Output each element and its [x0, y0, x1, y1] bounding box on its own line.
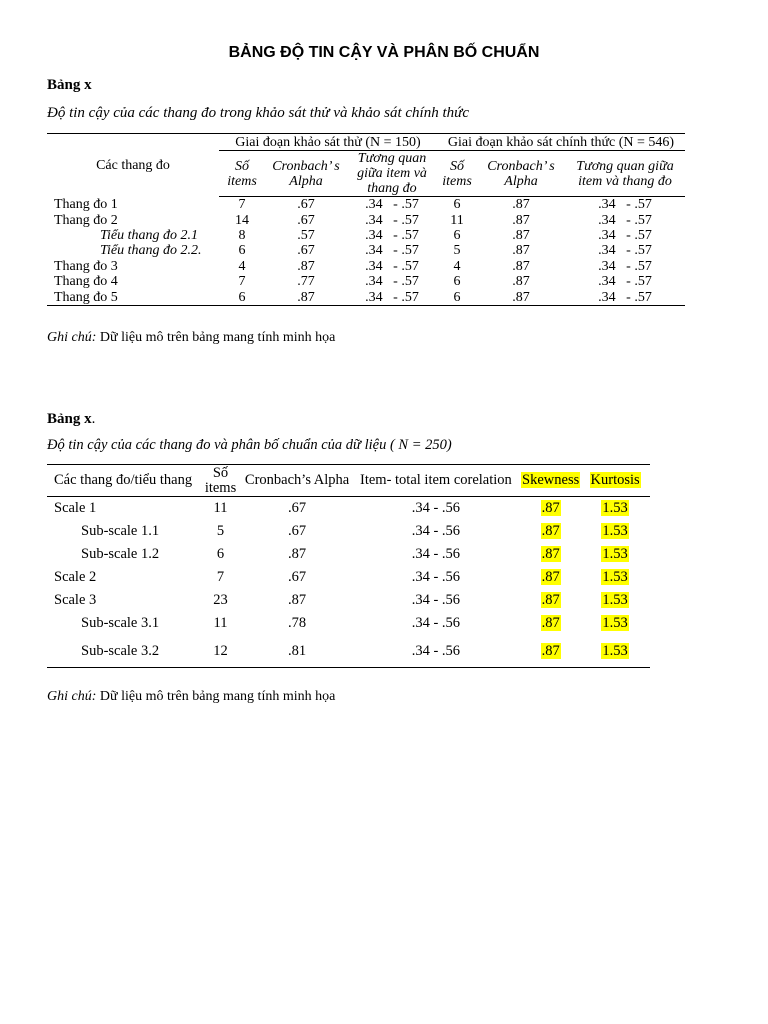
row-label: Sub-scale 1.1: [81, 523, 160, 539]
kurt-value: 1.53: [602, 615, 628, 631]
table1-note: [47, 330, 335, 346]
cell: .34 - .57: [598, 227, 652, 243]
header-items: Số items: [198, 465, 244, 497]
table-row: [47, 520, 650, 543]
skewness-label: Skewness: [522, 472, 580, 488]
kurt-value: 1.53: [602, 592, 628, 608]
cell: .67: [297, 243, 315, 259]
cell: 6: [238, 243, 246, 259]
skew-value: .87: [541, 523, 560, 539]
skew-value: .87: [541, 642, 560, 659]
row-label: Thang đo 3: [54, 258, 118, 274]
row-label: Thang đo 5: [54, 289, 118, 305]
cell: .67: [288, 523, 307, 539]
cell: .34 - .56: [411, 523, 461, 539]
row-label: Tiểu thang đo 2.1: [100, 227, 199, 243]
cell: [580, 612, 650, 635]
cell: .87: [297, 289, 315, 305]
cell: .57: [297, 227, 315, 243]
cell: 4: [453, 258, 461, 274]
cell: .67: [297, 212, 315, 228]
header-items: Số items: [437, 151, 477, 197]
cell: [521, 520, 580, 543]
note-label: Ghi chú:: [47, 330, 97, 345]
cell: 11: [213, 615, 228, 631]
header-scale: Các thang đo: [96, 157, 170, 173]
table-row: [47, 274, 685, 289]
header-kurtosis: [580, 465, 650, 497]
table-row: [47, 589, 650, 612]
table-row: [47, 543, 650, 566]
table-row: [47, 497, 650, 521]
row-label: Scale 1: [54, 500, 97, 516]
header-alpha: Cronbach’ s Alpha: [265, 151, 347, 197]
skew-value: .87: [541, 546, 560, 562]
cell: .87: [512, 274, 530, 290]
cell: .34 - .57: [598, 274, 652, 290]
cell: [580, 635, 650, 668]
skew-value: .87: [541, 569, 560, 585]
cell: .34 - .56: [411, 569, 461, 585]
table-row: [47, 197, 685, 213]
cell: .67: [297, 197, 315, 213]
table2-caption: Độ tin cậy của các thang đo và phân bố chuẩn của dữ liệu ( N = 250): [47, 437, 452, 453]
header-correlation: Tương quan giữa item và thang đo: [347, 151, 437, 197]
cell: .87: [512, 227, 530, 243]
cell: 12: [213, 642, 228, 659]
cell: .34 - .56: [411, 642, 461, 659]
row-label: Sub-scale 3.2: [81, 642, 160, 659]
row-label: Scale 3: [54, 592, 97, 608]
cell: .67: [288, 500, 307, 516]
cell: 6: [216, 546, 225, 562]
cell: [521, 566, 580, 589]
row-label: Thang đo 4: [54, 274, 118, 290]
header-items: Số items: [219, 151, 265, 197]
cell: [580, 543, 650, 566]
row-label: Thang đo 2: [54, 212, 118, 228]
cell: .34 - .57: [598, 243, 652, 259]
cell: [580, 589, 650, 612]
kurt-value: 1.53: [602, 500, 628, 516]
row-label: Thang đo 1: [54, 196, 118, 212]
page-title: BẢNG ĐỘ TIN CẬY VÀ PHÂN BỐ CHUẨN: [228, 44, 540, 61]
cell: .34 - .57: [365, 274, 419, 290]
label-text: Bảng x: [47, 411, 92, 427]
table-row: [47, 566, 650, 589]
cell: .34 - .56: [411, 546, 461, 562]
cell: .78: [288, 615, 307, 631]
skew-value: .87: [541, 615, 560, 631]
header-pilot-group: Giai đoạn khảo sát thử (N = 150): [219, 134, 437, 151]
table2-label: [47, 411, 95, 428]
cell: [580, 497, 650, 521]
table1-label: Bảng x: [47, 77, 92, 93]
cell: 5: [453, 243, 461, 259]
cell: 14: [235, 212, 249, 228]
cell: 7: [216, 569, 225, 585]
table-row: [47, 243, 685, 258]
cell: 6: [238, 289, 246, 305]
cell: .87: [512, 289, 530, 305]
row-label: Scale 2: [54, 569, 97, 585]
cell: .87: [512, 258, 530, 274]
table2-note: [47, 689, 335, 705]
cell: 6: [453, 197, 461, 213]
cell: .34 - .57: [598, 258, 652, 274]
cell: [580, 520, 650, 543]
cell: .87: [512, 197, 530, 213]
cell: .34 - .57: [598, 212, 652, 228]
cell: .34 - .56: [411, 592, 461, 608]
cell: .34 - .57: [598, 289, 652, 305]
row-label: Sub-scale 1.2: [81, 546, 160, 562]
header-scale: Các thang đo/tiểu thang: [47, 465, 198, 497]
cell: 7: [238, 197, 246, 213]
cell: .34 - .57: [598, 197, 652, 213]
cell: 5: [216, 523, 225, 539]
cell: 6: [453, 289, 461, 305]
row-label: Sub-scale 3.1: [81, 615, 160, 631]
row-label: Tiểu thang đo 2.2.: [100, 243, 202, 259]
reliability-normality-table: [47, 464, 650, 668]
cell: 7: [238, 274, 246, 290]
cell: 11: [450, 212, 464, 228]
cell: .77: [297, 274, 315, 290]
cell: .34 - .57: [365, 289, 419, 305]
cell: .34 - .57: [365, 212, 419, 228]
table-row: [47, 289, 685, 305]
skew-value: .87: [541, 592, 560, 608]
note-text: Dữ liệu mô trên bảng mang tính minh họa: [96, 330, 336, 345]
cell: .67: [288, 569, 307, 585]
cell: 6: [453, 274, 461, 290]
cell: .87: [297, 258, 315, 274]
note-label: Ghi chú:: [47, 689, 97, 704]
header-correlation: Item- total item corelation: [351, 465, 521, 497]
cell: .87: [288, 592, 307, 608]
cell: .87: [288, 546, 307, 562]
kurt-value: 1.53: [602, 569, 628, 585]
cell: .87: [512, 243, 530, 259]
cell: 4: [238, 258, 246, 274]
cell: 23: [213, 592, 228, 608]
table1-caption: Độ tin cậy của các thang đo trong khảo sát thử và khảo sát chính thức: [47, 105, 469, 121]
cell: [521, 635, 580, 668]
cell: [521, 543, 580, 566]
reliability-table-1: [47, 133, 685, 306]
cell: 6: [453, 227, 461, 243]
cell: .34 - .57: [365, 227, 419, 243]
kurtosis-label: Kurtosis: [590, 472, 640, 488]
cell: 8: [238, 227, 246, 243]
cell: [580, 566, 650, 589]
header-alpha: Cronbach’ s Alpha: [477, 151, 565, 197]
table-row: [47, 228, 685, 243]
cell: .34 - .56: [411, 500, 461, 516]
label-suffix: .: [91, 411, 96, 427]
skew-value: .87: [541, 500, 560, 516]
kurt-value: 1.53: [602, 642, 628, 659]
kurt-value: 1.53: [602, 546, 628, 562]
cell: .87: [512, 212, 530, 228]
table-row: [47, 212, 685, 227]
cell: .34 - .57: [365, 197, 419, 213]
table-row: [47, 259, 685, 274]
table-row: [47, 635, 650, 668]
cell: .34 - .56: [411, 615, 461, 631]
header-main-group: Giai đoạn khảo sát chính thức (N = 546): [437, 134, 685, 151]
header-correlation: Tương quan giữa item và thang đo: [565, 151, 685, 197]
kurt-value: 1.53: [602, 523, 628, 539]
cell: [521, 589, 580, 612]
cell: [521, 612, 580, 635]
table-row: [47, 612, 650, 635]
header-alpha: Cronbach’s Alpha: [243, 465, 350, 497]
cell: .81: [288, 642, 307, 659]
header-skewness: [521, 465, 580, 497]
cell: .34 - .57: [365, 243, 419, 259]
cell: [521, 497, 580, 521]
cell: 11: [213, 500, 228, 516]
cell: .34 - .57: [365, 258, 419, 274]
note-text: Dữ liệu mô trên bảng mang tính minh họa: [96, 689, 336, 704]
